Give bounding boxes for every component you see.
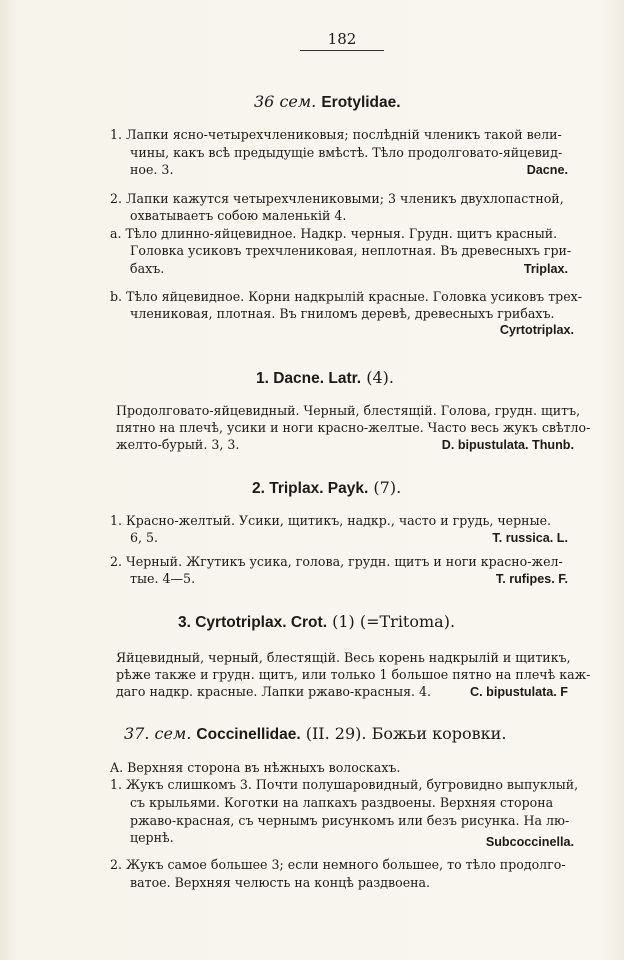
genus-2-item-2-line-1: 2. Черный. Жгутикъ усика, голова, грудн. щитъ и ноги красно-жел-	[110, 554, 563, 569]
genus-2-item-1-line-1: 1. Красно-желтый. Усики, щитикъ, надкр., часто и грудь, черные.	[110, 513, 552, 528]
species-dacne-bipustulata: D. bipustulata. Thunb.	[441, 438, 574, 452]
genus-3-desc-line-3: даго надкр. красные. Лапки ржаво-красныя. 4.	[116, 684, 432, 699]
key-36-item-1-line-1: 1. Лапки ясно-четырехчлениковыя; послѣдній членикъ такой вели-	[110, 127, 562, 142]
key-37-item-2-line-2: ватое. Верхняя челюсть на концѣ раздвоена.	[130, 875, 431, 890]
genus-dacne: Dacne.	[526, 163, 568, 177]
genus-1-desc-line-2: пятно на плечѣ, усики и ноги красно-желтые. Часто весь жукъ свѣтло-	[116, 420, 591, 435]
species-triplax-russica: T. russica. L.	[492, 531, 568, 545]
genus-3-name: 3. Cyrtotriplax. Crot.	[178, 614, 327, 631]
family-36-name: Erotylidae.	[321, 94, 401, 111]
genus-1-heading	[256, 368, 394, 388]
page-number: 182	[327, 30, 357, 48]
key-36-item-2-line-1: 2. Лапки кажутся четырехчлениковыми; 3 членикъ двухлопастной,	[110, 191, 564, 206]
key-36-item-1-line-2: чины, какъ всѣ предыдущіе вмѣстѣ. Тѣло продолговато-яйцевид-	[130, 145, 563, 160]
family-37-number: 37. сем.	[124, 724, 192, 743]
key-36-item-a-line-2: Головка усиковъ трехчлениковая, неплотная. Въ древесныхъ гри-	[130, 243, 572, 258]
genus-cyrtotriplax: Cyrtotriplax.	[499, 323, 574, 337]
genus-1-count: (4).	[366, 368, 394, 387]
family-36-number: 36 сем.	[254, 92, 317, 111]
key-36-item-b-line-1: b. Тѣло яйцевидное. Корни надкрылій красные. Головка усиковъ трех-	[110, 289, 583, 304]
key-37-item-2-line-1: 2. Жукъ самое большее 3; если немного большее, то тѣло продолго-	[110, 857, 566, 872]
genus-1-desc-line-3: желто-бурый. 3, 3.	[116, 437, 240, 452]
genus-triplax: Triplax.	[523, 262, 568, 276]
key-37-item-1-line-1: 1. Жукъ слишкомъ 3. Почти полушаровидный, бугровидно выпуклый,	[110, 777, 579, 792]
key-37-item-1-line-4: цернѣ.	[130, 830, 174, 845]
genus-3-desc-line-1: Яйцевидный, черный, блестящій. Весь корень надкрылій и щитикъ,	[116, 650, 571, 665]
species-cyrtotriplax-bipustulata: C. bipustulata. F	[470, 685, 568, 699]
species-triplax-rufipes: T. rufipes. F.	[495, 572, 568, 586]
key-36-item-a-line-3: бахъ.	[130, 261, 165, 276]
key-37-item-1-line-2: съ крыльями. Коготки на лапкахъ раздвоены. Верхняя сторона	[130, 795, 554, 810]
family-36-heading	[254, 92, 401, 112]
key-37-item-a: A. Верхняя сторона въ нѣжныхъ волоскахъ.	[110, 760, 401, 775]
genus-2-name: 2. Triplax. Payk.	[252, 480, 369, 497]
genus-1-desc-line-1: Продолговато-яйцевидный. Черный, блестящій. Голова, грудн. щитъ,	[116, 403, 581, 418]
genus-3-count: (1) (=Tritoma).	[332, 612, 456, 631]
family-37-heading	[124, 724, 506, 744]
key-36-item-1-line-3: ное. 3.	[130, 162, 174, 177]
key-37-item-1-line-3: ржаво-красная, съ чернымъ рисункомъ или безъ рисунка. На лю-	[130, 813, 570, 828]
genus-1-name: 1. Dacne. Latr.	[256, 370, 362, 387]
family-37-rest: (II. 29). Божьи коровки.	[305, 724, 507, 743]
genus-2-heading	[252, 478, 401, 498]
genus-subcoccinella: Subcoccinella.	[485, 835, 574, 849]
page-number-rule	[300, 50, 384, 51]
genus-2-count: (7).	[373, 478, 402, 497]
genus-3-heading	[178, 612, 455, 632]
genus-2-item-1-line-2: 6, 5.	[130, 530, 159, 545]
genus-3-desc-line-2: рѣже также и грудн. щитъ, или только 1 большое пятно на плечѣ каж-	[116, 667, 591, 682]
key-36-item-2-line-2: охватываетъ собою маленькій 4.	[130, 208, 347, 223]
key-36-item-b-line-2: члениковая, плотная. Въ гниломъ деревѣ, древесныхъ грибахъ.	[130, 306, 555, 321]
key-36-item-a-line-1: a. Тѣло длинно-яйцевидное. Надкр. черныя. Грудн. щитъ красный.	[110, 226, 558, 241]
genus-2-item-2-line-2: тые. 4—5.	[130, 571, 196, 586]
family-37-name: Coccinellidae.	[196, 726, 301, 743]
